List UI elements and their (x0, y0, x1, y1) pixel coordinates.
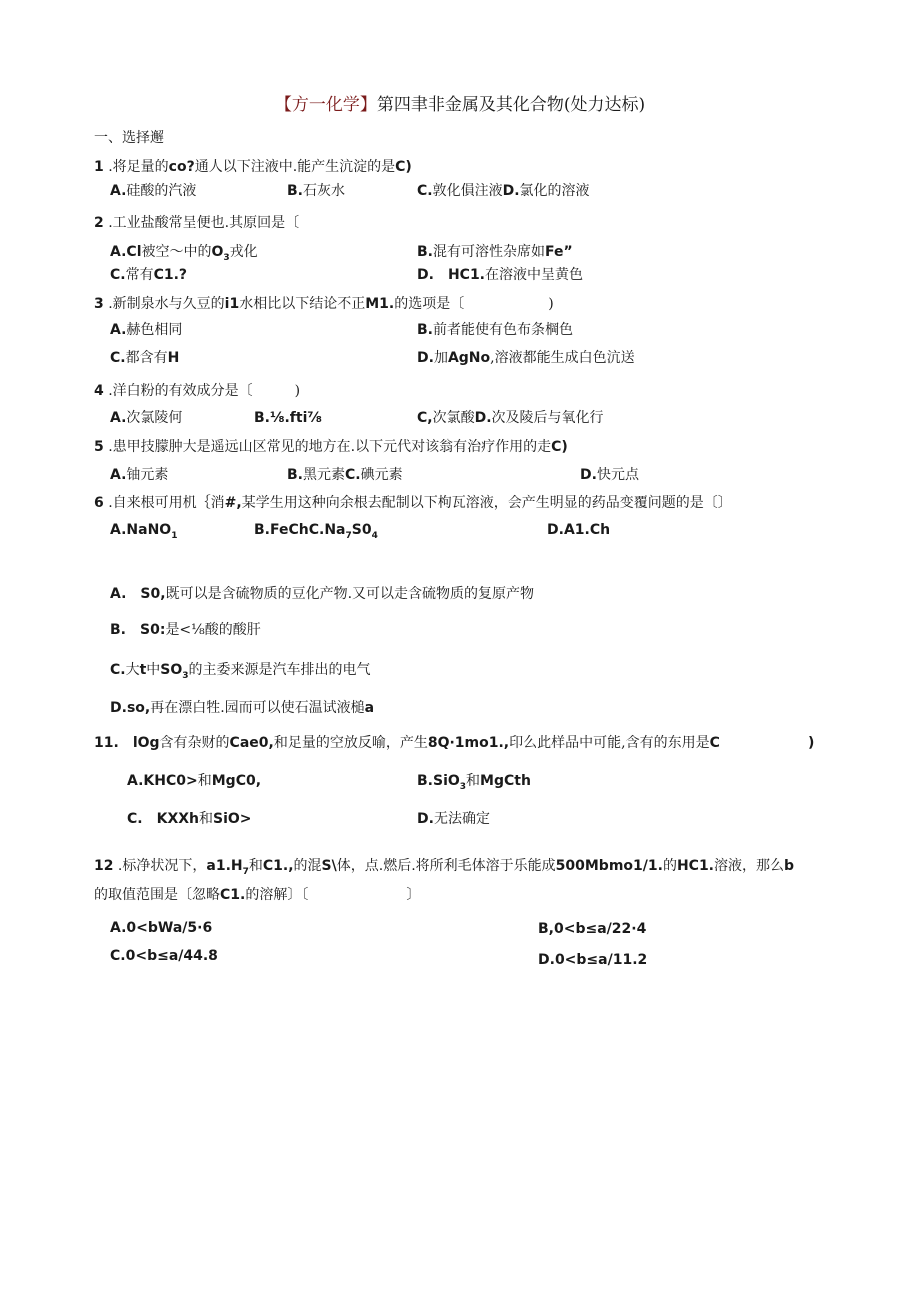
q11-option-a (127, 772, 261, 790)
option-letter: B. (110, 622, 126, 638)
option-formula: A.NaNO (110, 522, 172, 538)
q6-option-a (110, 521, 177, 545)
option-text: 次氯酸 (432, 410, 475, 426)
stem-text: ) (294, 383, 301, 399)
stem-text: .标净状况下， (113, 858, 207, 874)
q2-option-d (417, 266, 583, 284)
q4-option-a (110, 409, 182, 427)
option-letter: D. (417, 267, 434, 283)
q11-close-paren: ) (808, 735, 815, 751)
question-number: 1 (94, 159, 104, 175)
option-formula: MgC0, (211, 773, 262, 789)
section-heading: 一、选择邂 (94, 130, 164, 146)
option-letter: D. (417, 811, 434, 827)
option-letter: C. (110, 350, 126, 366)
stem-text: 溶液，那么 (714, 858, 785, 874)
stem-text: 和足量的空放反喻，产生 (273, 735, 428, 751)
so2-option-b (110, 621, 261, 639)
option-text: 的主委来源是汽车排出的电气 (188, 662, 371, 678)
stem-text: ) (548, 296, 554, 312)
option-letter: D. (474, 410, 492, 426)
option-letter: D. (417, 350, 434, 366)
option-letter: C. (110, 267, 126, 283)
option-letter: A. (110, 322, 127, 338)
stem-text: .洋白粉的有效成分是〔 (103, 383, 253, 399)
option-formula: SiO> (213, 811, 252, 827)
stem-text: C (709, 735, 720, 751)
stem-text: 的选项是〔 (394, 296, 465, 312)
option-formula: S0: (140, 622, 166, 638)
question-1 (94, 158, 412, 176)
option-letter: A. (110, 410, 127, 426)
stem-text: C) (395, 159, 412, 175)
option-formula: O (211, 244, 224, 260)
stem-text: 含有杂财的 (159, 735, 230, 751)
stem-formula: b (784, 858, 795, 874)
q11-option-c (127, 810, 252, 828)
question-12-line-2 (94, 886, 420, 904)
stem-formula: C1. (220, 887, 246, 903)
subscript: 3 (459, 781, 467, 792)
q2-option-a (110, 243, 258, 267)
option-text: 和 (466, 773, 481, 789)
so2-option-d (110, 699, 374, 717)
option-letter: C. (345, 467, 361, 483)
option-text: ,溶液都能生成白色沆送 (490, 350, 635, 366)
q4-option-b: B.⅛.fti⅞ (254, 410, 322, 426)
question-5 (94, 438, 568, 456)
q1-option-b (287, 182, 345, 200)
option-letter: C. (127, 811, 143, 827)
stem-formula: co? (168, 159, 195, 175)
option-text: 敦化傊注液 (432, 183, 503, 199)
stem-text: .将足量的 (103, 159, 169, 175)
option-letter: C, (417, 410, 433, 426)
q12-option-b: B,0<b≤a/22·4 (538, 921, 647, 937)
stem-text: .自来根可用机｛消 (103, 495, 225, 511)
page-title (0, 94, 920, 116)
stem-text: 印么此样品中可能,含有的东用是 (509, 735, 710, 751)
option-text: 前者能使有色布条棡色 (433, 322, 573, 338)
subscript: 3 (182, 670, 189, 681)
q5-option-a (110, 466, 168, 484)
option-letter: C. (110, 662, 126, 678)
so2-option-c (110, 661, 371, 685)
question-number: 2 (94, 215, 104, 231)
option-text: 赫色相同 (126, 322, 183, 338)
stem-formula: i1 (224, 296, 240, 312)
option-formula: H (167, 350, 180, 366)
option-text: 既可以是含硫物质的豆化产物.又可以走含硫物质的复原产物 (165, 586, 535, 602)
option-text: 次及陵后与氧化行 (491, 410, 604, 426)
stem-formula: 500Mbmo1/1. (555, 858, 663, 874)
option-text: 和 (197, 773, 212, 789)
stem-formula: HC1. (676, 858, 715, 874)
question-number: 12 (94, 858, 114, 874)
option-formula: t (139, 662, 147, 678)
subscript: 3 (223, 252, 230, 263)
question-12 (94, 857, 794, 881)
option-text: 中 (146, 662, 161, 678)
question-2 (94, 214, 299, 232)
option-text: 戎化 (229, 244, 258, 260)
question-number: 3 (94, 296, 104, 312)
option-formula: A.KHC0> (127, 773, 198, 789)
option-formula: D.so, (110, 700, 151, 716)
option-text: 加 (433, 350, 448, 366)
q11-option-d (417, 810, 490, 828)
stem-formula: lOg (132, 735, 160, 751)
stem-text: .工业盐酸常呈便也.其原回是〔 (103, 215, 300, 231)
subscript: 7 (345, 530, 352, 541)
q5-option-d (580, 466, 639, 484)
option-letter: D. (502, 183, 520, 199)
option-text: 被空～中的 (141, 244, 212, 260)
stem-text: .患甲技朦肿大是遥远山区常见的地方在.以下元代对该翁有治疗作用的走 (103, 439, 552, 455)
stem-text: 体，点.燃后.将所利毛体溶于乐能成 (336, 858, 556, 874)
question-number: 5 (94, 439, 104, 455)
option-text: 黑元素 (303, 467, 345, 483)
stem-text: 〕 (406, 887, 421, 903)
option-formula: a (364, 700, 375, 716)
option-formula: SO (160, 662, 183, 678)
question-11 (94, 734, 720, 752)
q5-option-b-c (287, 466, 403, 484)
option-formula: KXXh (156, 811, 199, 827)
question-3 (94, 295, 554, 313)
stem-text: C) (551, 439, 568, 455)
q12-option-c: C.0<b≤a/44.8 (110, 948, 218, 964)
option-formula: AgNo (447, 350, 491, 366)
stem-text: 和 (248, 858, 263, 874)
option-letter: A. (110, 467, 127, 483)
option-text: 和 (199, 811, 213, 827)
option-text: 碘元素 (360, 467, 403, 483)
subscript: 7 (242, 866, 249, 877)
stem-text: 的溶解〕〔 (245, 887, 309, 903)
q11-option-b (417, 772, 531, 796)
option-formula: S0, (140, 586, 166, 602)
q1-option-c (417, 182, 590, 200)
stem-text: 某学生用这种向余根去配制以下枸瓦溶液，会产生明显的药品变覆问题的是〔〕 (241, 495, 732, 511)
q1-option-a (110, 182, 196, 200)
option-formula: HC1. (447, 267, 486, 283)
stem-text: #, (224, 495, 242, 511)
q6-option-d: D.A1.Ch (547, 522, 611, 538)
option-text: 是<⅛酸的酸肝 (165, 622, 261, 638)
option-letter: B. (287, 183, 303, 199)
stem-formula: M1. (365, 296, 395, 312)
option-letter: A. (110, 586, 127, 602)
stem-text: 通人以下注液中.能产生沆淀的是 (194, 159, 396, 175)
q2-option-b (417, 243, 573, 261)
option-text: 次氯陵何 (126, 410, 183, 426)
question-4 (94, 382, 300, 400)
option-letter: B. (287, 467, 303, 483)
q12-option-a: A.0<bWa/5·6 (110, 920, 213, 936)
q3-option-c (110, 349, 179, 367)
option-text: 大 (125, 662, 140, 678)
option-text: 石灰水 (303, 183, 345, 199)
question-number: 6 (94, 495, 104, 511)
option-letter: C. (417, 183, 433, 199)
question-number: 11. (94, 735, 119, 751)
option-formula: B.FeChC.Na (254, 522, 346, 538)
option-text: 硅酸的汽液 (126, 183, 197, 199)
option-text: 都含有 (125, 350, 168, 366)
option-letter: B. (417, 322, 433, 338)
title-main: 第四聿非金属及其化合物(处力达标) (376, 95, 646, 115)
stem-text: .新制泉水与久豆的 (103, 296, 225, 312)
option-text: 常有 (125, 267, 154, 283)
option-formula: C1.? (153, 267, 188, 283)
subscript: 4 (371, 530, 378, 541)
q12-option-d: D.0<b≤a/11.2 (538, 952, 648, 968)
stem-formula: Cae0, (229, 735, 274, 751)
option-text: 氯化的溶液 (519, 183, 590, 199)
option-text: 在溶液中呈黄色 (485, 267, 584, 283)
option-text: 混有可溶性杂席如 (433, 244, 545, 260)
option-formula: Fe” (545, 244, 573, 260)
q2-option-c (110, 266, 187, 284)
option-formula: MgCth (480, 773, 531, 789)
q4-option-c-d (417, 409, 604, 427)
stem-formula: C1., (262, 858, 294, 874)
option-formula: B.SiO (417, 773, 460, 789)
stem-formula: a1.H (206, 858, 243, 874)
option-letter: A.Cl (110, 244, 142, 260)
option-text: 再在漂白牲.园而可以使石温试液槌 (150, 700, 365, 716)
q3-option-b (417, 321, 573, 339)
option-text: 快元点 (596, 467, 639, 483)
so2-option-a (110, 585, 534, 603)
q3-option-a (110, 321, 182, 339)
q3-option-d (417, 349, 635, 367)
option-text: 无法确定 (433, 811, 490, 827)
title-prefix: 【方一化学】 (274, 95, 377, 115)
stem-text: 水相比以下结论不正 (239, 296, 366, 312)
question-number: 4 (94, 383, 104, 399)
stem-text: 的混 (293, 858, 322, 874)
stem-formula: S\ (321, 858, 337, 874)
option-text: 铀元素 (126, 467, 169, 483)
option-letter: A. (110, 183, 127, 199)
stem-formula: 8Q·1mo1., (427, 735, 510, 751)
stem-text: 的取值范围是〔忽略 (94, 887, 220, 903)
q6-option-b-c (254, 521, 378, 545)
stem-text: 的 (662, 858, 677, 874)
question-6 (94, 494, 732, 512)
subscript: 1 (171, 530, 178, 541)
option-formula: S0 (351, 522, 372, 538)
option-letter: D. (580, 467, 597, 483)
option-letter: B. (417, 244, 433, 260)
